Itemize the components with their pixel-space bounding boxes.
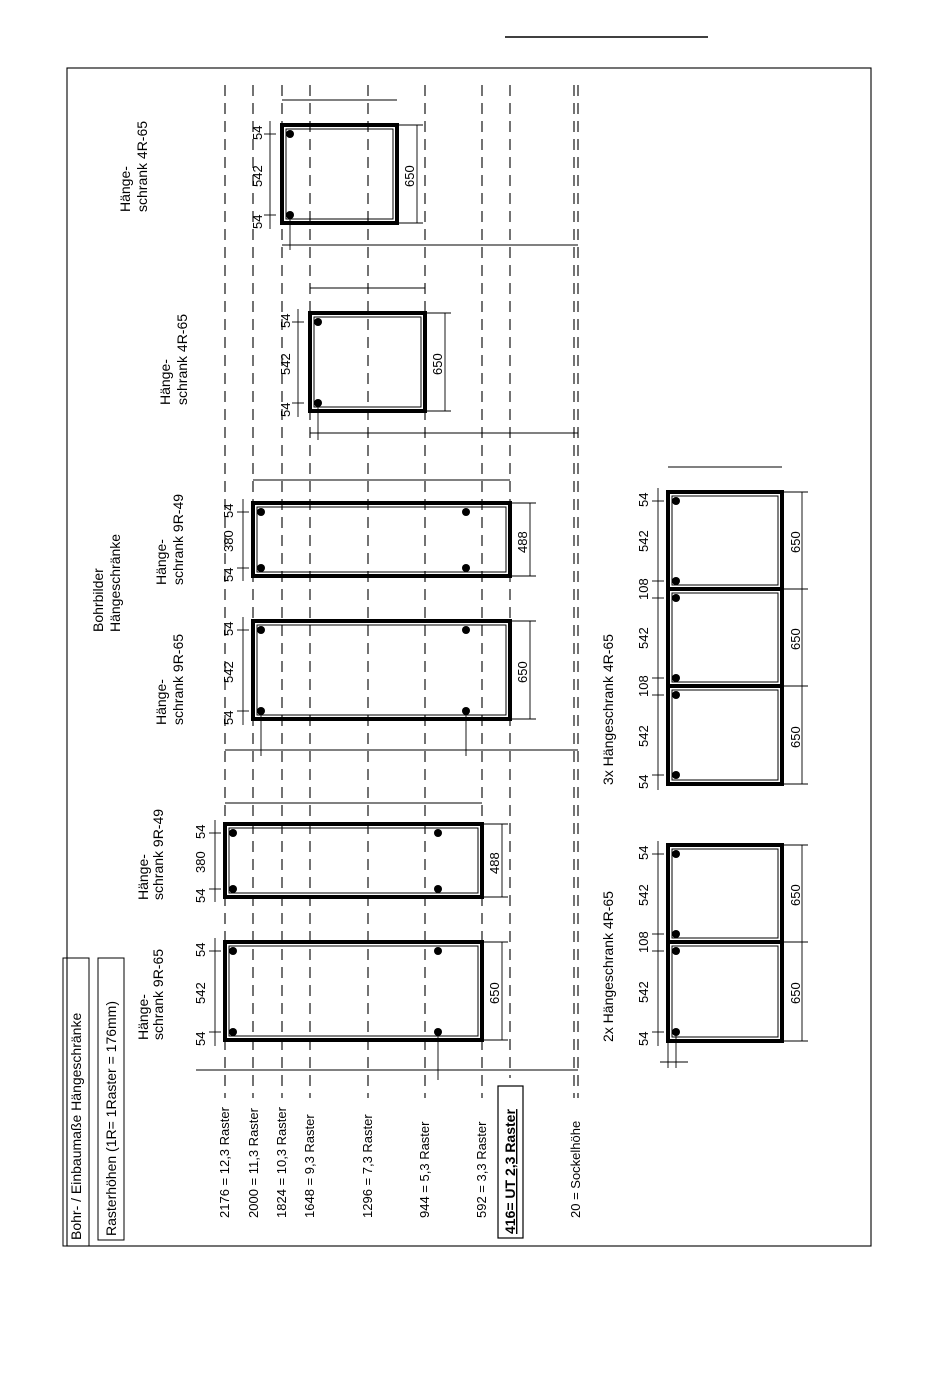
dim-mid: 542 bbox=[278, 353, 293, 375]
dim-mid: 542 bbox=[250, 165, 265, 187]
cabinet-name-2: schrank 9R-49 bbox=[150, 808, 166, 900]
dim-top: 54 bbox=[221, 503, 236, 518]
drill-hole bbox=[257, 508, 265, 516]
dim-54-top: 54 bbox=[636, 492, 651, 507]
cabinet-inner bbox=[257, 507, 506, 572]
cabinet-inner bbox=[257, 625, 506, 715]
unit-inner bbox=[672, 690, 778, 780]
depth-value-3: 650 bbox=[788, 726, 803, 748]
dim-mid: 542 bbox=[193, 982, 208, 1004]
raster-label-20: 20 = Sockelhöhe bbox=[568, 1120, 583, 1218]
drill-hole bbox=[672, 930, 680, 938]
dim-542-a: 542 bbox=[636, 884, 651, 906]
cabinet-4r-65-top bbox=[117, 100, 423, 250]
cabinet-name-1: Hänge- bbox=[135, 854, 151, 900]
depth-value-1: 650 bbox=[788, 531, 803, 553]
depth-value: 488 bbox=[487, 852, 502, 874]
dim-54-bot: 54 bbox=[636, 774, 651, 789]
dim-542-c: 542 bbox=[636, 725, 651, 747]
cabinet-4r-65-center bbox=[157, 288, 451, 440]
drill-hole bbox=[672, 691, 680, 699]
raster-label-1648: 1648 = 9,3 Raster bbox=[302, 1114, 317, 1218]
group-title-1: Bohrbilder bbox=[90, 568, 106, 632]
depth-value: 650 bbox=[430, 353, 445, 375]
drill-hole bbox=[229, 1028, 237, 1036]
dim-mid: 542 bbox=[221, 661, 236, 683]
cabinet-9r-65-left bbox=[135, 938, 508, 1080]
drill-hole bbox=[257, 564, 265, 572]
drill-hole bbox=[229, 829, 237, 837]
depth-value: 650 bbox=[515, 661, 530, 683]
unit-inner bbox=[672, 593, 778, 682]
dim-54-bot: 54 bbox=[636, 1031, 651, 1046]
cabinet-name-1: Hänge- bbox=[117, 166, 133, 212]
depth-value: 488 bbox=[515, 531, 530, 553]
drill-hole bbox=[462, 626, 470, 634]
drill-hole bbox=[672, 594, 680, 602]
drill-hole bbox=[434, 885, 442, 893]
drill-hole bbox=[257, 626, 265, 634]
dim-108: 108 bbox=[636, 931, 651, 953]
dim-108-b: 108 bbox=[636, 675, 651, 697]
drill-hole bbox=[672, 771, 680, 779]
cabinet-name-2: schrank 9R-65 bbox=[170, 633, 186, 725]
stack-outline bbox=[668, 492, 782, 784]
cabinet-inner bbox=[229, 946, 478, 1036]
cabinet-name-2: schrank 9R-49 bbox=[170, 493, 186, 585]
cabinet-name-2: schrank 4R-65 bbox=[174, 313, 190, 405]
depth-value-2: 650 bbox=[788, 982, 803, 1004]
drill-hole bbox=[672, 850, 680, 858]
raster-note: Rasterhöhen (1R= 1Raster = 176mm) bbox=[103, 1001, 119, 1236]
unit-inner bbox=[672, 496, 778, 585]
dim-top: 54 bbox=[250, 125, 265, 140]
dim-bot: 54 bbox=[221, 710, 236, 725]
raster-label-944: 944 = 5,3 Raster bbox=[417, 1121, 432, 1218]
raster-label-1824: 1824 = 10,3 Raster bbox=[274, 1107, 289, 1218]
cabinet-outline bbox=[253, 503, 510, 576]
raster-labels bbox=[217, 1086, 583, 1238]
cabinet-9r-65-mid bbox=[153, 617, 536, 756]
group-title-2: Hängeschränke bbox=[107, 533, 123, 632]
cabinet-9r-49-mid bbox=[153, 480, 536, 585]
dim-54-top: 54 bbox=[636, 845, 651, 860]
cabinet-inner bbox=[286, 129, 393, 219]
depth-value: 650 bbox=[402, 165, 417, 187]
dim-bot: 54 bbox=[250, 214, 265, 229]
cabinet-outline bbox=[253, 621, 510, 719]
drill-hole bbox=[229, 947, 237, 955]
dim-top: 54 bbox=[193, 824, 208, 839]
dim-mid: 380 bbox=[221, 530, 236, 552]
cabinet-name-1: Hänge- bbox=[135, 994, 151, 1040]
drill-hole bbox=[314, 318, 322, 326]
dim-542-b: 542 bbox=[636, 627, 651, 649]
raster-label-592: 592 = 3,3 Raster bbox=[474, 1121, 489, 1218]
drill-hole bbox=[672, 577, 680, 585]
dim-108-a: 108 bbox=[636, 578, 651, 600]
dim-mid: 380 bbox=[193, 851, 208, 873]
drill-hole bbox=[462, 564, 470, 572]
depth-value-1: 650 bbox=[788, 884, 803, 906]
raster-label-416: 416= UT 2,3 Raster bbox=[502, 1109, 518, 1234]
stack-title: 2x Hängeschrank 4R-65 bbox=[600, 891, 616, 1042]
drill-hole bbox=[672, 947, 680, 955]
cabinet-9r-49-left bbox=[135, 803, 508, 903]
drill-hole bbox=[286, 130, 294, 138]
drill-hole bbox=[672, 674, 680, 682]
stack-2x-4r-65 bbox=[600, 841, 808, 1068]
cabinet-name-1: Hänge- bbox=[157, 359, 173, 405]
cabinet-outline bbox=[225, 942, 482, 1040]
stack-title: 3x Hängeschrank 4R-65 bbox=[600, 634, 616, 785]
drill-hole bbox=[434, 947, 442, 955]
cabinet-name-2: schrank 4R-65 bbox=[134, 120, 150, 212]
cabinet-inner bbox=[229, 828, 478, 893]
cabinet-name-2: schrank 9R-65 bbox=[150, 948, 166, 1040]
dim-bot: 54 bbox=[278, 402, 293, 417]
raster-label-1296: 1296 = 7,3 Raster bbox=[360, 1114, 375, 1218]
depth-value-2: 650 bbox=[788, 628, 803, 650]
dim-bot: 54 bbox=[193, 1031, 208, 1046]
drill-hole bbox=[672, 497, 680, 505]
stack-3x-4r-65 bbox=[600, 467, 808, 790]
cabinet-name-1: Hänge- bbox=[153, 539, 169, 585]
drill-hole bbox=[229, 885, 237, 893]
drawing-title: Bohr- / Einbaumaße Hängeschränke bbox=[68, 1012, 84, 1240]
drill-hole bbox=[434, 829, 442, 837]
drill-hole bbox=[462, 508, 470, 516]
dim-542-a: 542 bbox=[636, 530, 651, 552]
raster-label-2000: 2000 = 11,3 Raster bbox=[246, 1108, 261, 1218]
cabinet-outline bbox=[282, 125, 397, 223]
unit-inner bbox=[672, 946, 778, 1037]
depth-value: 650 bbox=[487, 982, 502, 1004]
dim-542-b: 542 bbox=[636, 981, 651, 1003]
dim-top: 54 bbox=[278, 313, 293, 328]
unit-inner bbox=[672, 849, 778, 938]
dim-bot: 54 bbox=[221, 567, 236, 582]
dim-top: 54 bbox=[221, 621, 236, 636]
dim-top: 54 bbox=[193, 942, 208, 957]
cabinet-name-1: Hänge- bbox=[153, 679, 169, 725]
cabinet-outline bbox=[225, 824, 482, 897]
raster-label-2176: 2176 = 12,3 Raster bbox=[217, 1107, 232, 1218]
dim-bot: 54 bbox=[193, 888, 208, 903]
